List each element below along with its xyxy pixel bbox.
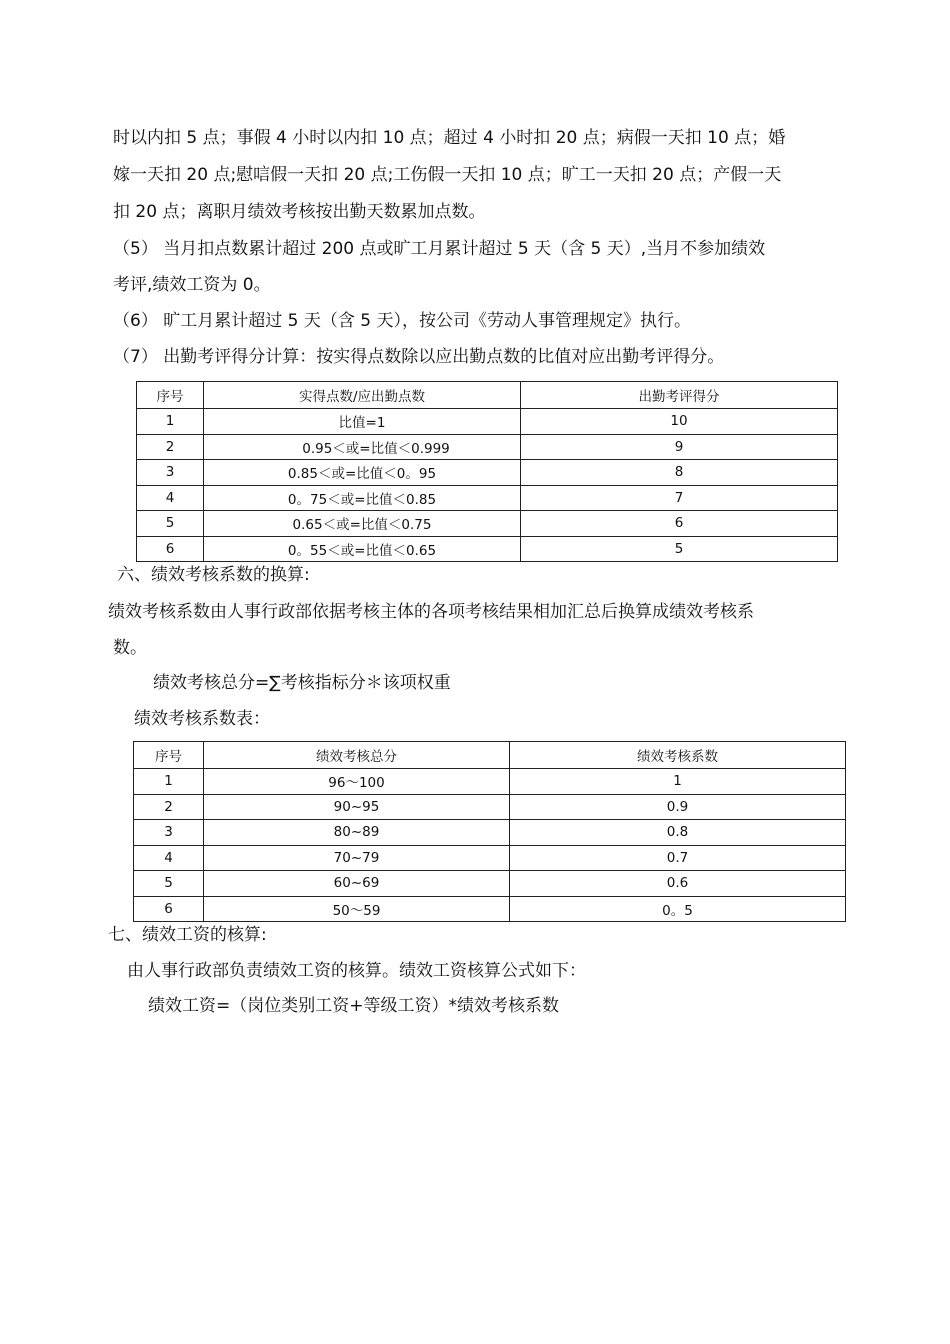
- table-cell: 0。75＜或=比值＜0.85: [204, 485, 521, 511]
- section-7-body: 由人事行政部负责绩效工资的核算。绩效工资核算公式如下：: [127, 961, 586, 981]
- list-item-5-cont: 考评,绩效工资为 0。: [113, 275, 271, 295]
- table-cell: 8: [521, 460, 838, 486]
- header-cell: 绩效考核总分: [204, 742, 510, 769]
- table-cell: 2: [134, 794, 204, 820]
- coefficient-table: [133, 741, 846, 922]
- table-cell: 5: [137, 511, 204, 537]
- table-cell: 4: [134, 845, 204, 871]
- table-cell: 5: [521, 536, 838, 562]
- table-cell: 1: [137, 409, 204, 435]
- section-6-body: 绩效考核系数由人事行政部依据考核主体的各项考核结果相加汇总后换算成绩效考核系: [108, 602, 754, 622]
- header-cell: 绩效考核系数: [510, 742, 846, 769]
- header-cell: 出勤考评得分: [521, 382, 838, 409]
- table-cell: 0.7: [510, 845, 846, 871]
- table-cell: 6: [134, 896, 204, 922]
- formula-performance-pay: 绩效工资=（岗位类别工资+等级工资）*绩效考核系数: [148, 996, 559, 1016]
- table-row: [134, 769, 846, 795]
- table-row: [134, 896, 846, 922]
- paragraph-line: 时以内扣 5 点；事假 4 小时以内扣 10 点；超过 4 小时扣 20 点；病假一天扣 10 点；婚: [113, 128, 786, 148]
- table-row: [134, 845, 846, 871]
- table-cell: 比值=1: [204, 409, 521, 435]
- table-cell: 1: [510, 769, 846, 795]
- table-cell: 4: [137, 485, 204, 511]
- paragraph-line: 嫁一天扣 20 点;慰唁假一天扣 20 点;工伤假一天扣 10 点；旷工一天扣 20 点；产假一天: [113, 165, 782, 185]
- table-row: [137, 536, 838, 562]
- table-cell: 50～59: [204, 896, 510, 922]
- cell-text: 0.95＜或=比值＜0.999: [302, 440, 450, 457]
- table-cell: 60~69: [204, 871, 510, 897]
- table-cell: 9: [521, 434, 838, 460]
- table-row: [137, 409, 838, 435]
- table-cell: 3: [134, 820, 204, 846]
- header-cell: 序号: [134, 742, 204, 769]
- table-cell: 5: [134, 871, 204, 897]
- table-cell: 90~95: [204, 794, 510, 820]
- table-cell: 70~79: [204, 845, 510, 871]
- header-cell: 序号: [137, 382, 204, 409]
- table-cell: 10: [521, 409, 838, 435]
- table-cell: 0。5: [510, 896, 846, 922]
- table-row: [134, 794, 846, 820]
- table-cell: 0.85＜或=比值＜0。95: [204, 460, 521, 486]
- list-item-5: （5） 当月扣点数累计超过 200 点或旷工月累计超过 5 天（含 5 天）,当月不参加绩效: [113, 239, 766, 259]
- table-header-row: [137, 382, 838, 409]
- table-cell: 0.8: [510, 820, 846, 846]
- header-cell: 实得点数/应出勤点数: [204, 382, 521, 409]
- table-cell: 6: [137, 536, 204, 562]
- table-row: [137, 434, 838, 460]
- table-cell: 0。55＜或=比值＜0.65: [204, 536, 521, 562]
- table-row: [134, 871, 846, 897]
- table-cell: 6: [521, 511, 838, 537]
- table-cell: 7: [521, 485, 838, 511]
- table-cell: 96～100: [204, 769, 510, 795]
- attendance-score-table: [136, 381, 838, 562]
- list-item-6: （6） 旷工月累计超过 5 天（含 5 天），按公司《劳动人事管理规定》执行。: [113, 311, 691, 331]
- table-cell: 3: [137, 460, 204, 486]
- section-6-body-cont: 数。: [113, 638, 147, 658]
- table-row: [137, 485, 838, 511]
- table-cell: 0.65＜或=比值＜0.75: [204, 511, 521, 537]
- section-7-title: 七、绩效工资的核算:: [108, 925, 267, 945]
- list-item-7: （7） 出勤考评得分计算：按实得点数除以应出勤点数的比值对应出勤考评得分。: [113, 347, 725, 367]
- table-cell: 0.6: [510, 871, 846, 897]
- table-header-row: [134, 742, 846, 769]
- table-row: [137, 460, 838, 486]
- table-cell: 0.9: [510, 794, 846, 820]
- table-cell: 1: [134, 769, 204, 795]
- formula-total-score: 绩效考核总分=∑考核指标分＊该项权重: [153, 673, 451, 693]
- table-row: [137, 511, 838, 537]
- table-row: [134, 820, 846, 846]
- table-caption: 绩效考核系数表：: [134, 709, 270, 729]
- table-cell: 2: [137, 434, 204, 460]
- table-cell: [204, 434, 521, 460]
- table-cell: 80~89: [204, 820, 510, 846]
- paragraph-line: 扣 20 点；离职月绩效考核按出勤天数累加点数。: [113, 202, 486, 222]
- section-6-title: 六、绩效考核系数的换算:: [117, 565, 310, 585]
